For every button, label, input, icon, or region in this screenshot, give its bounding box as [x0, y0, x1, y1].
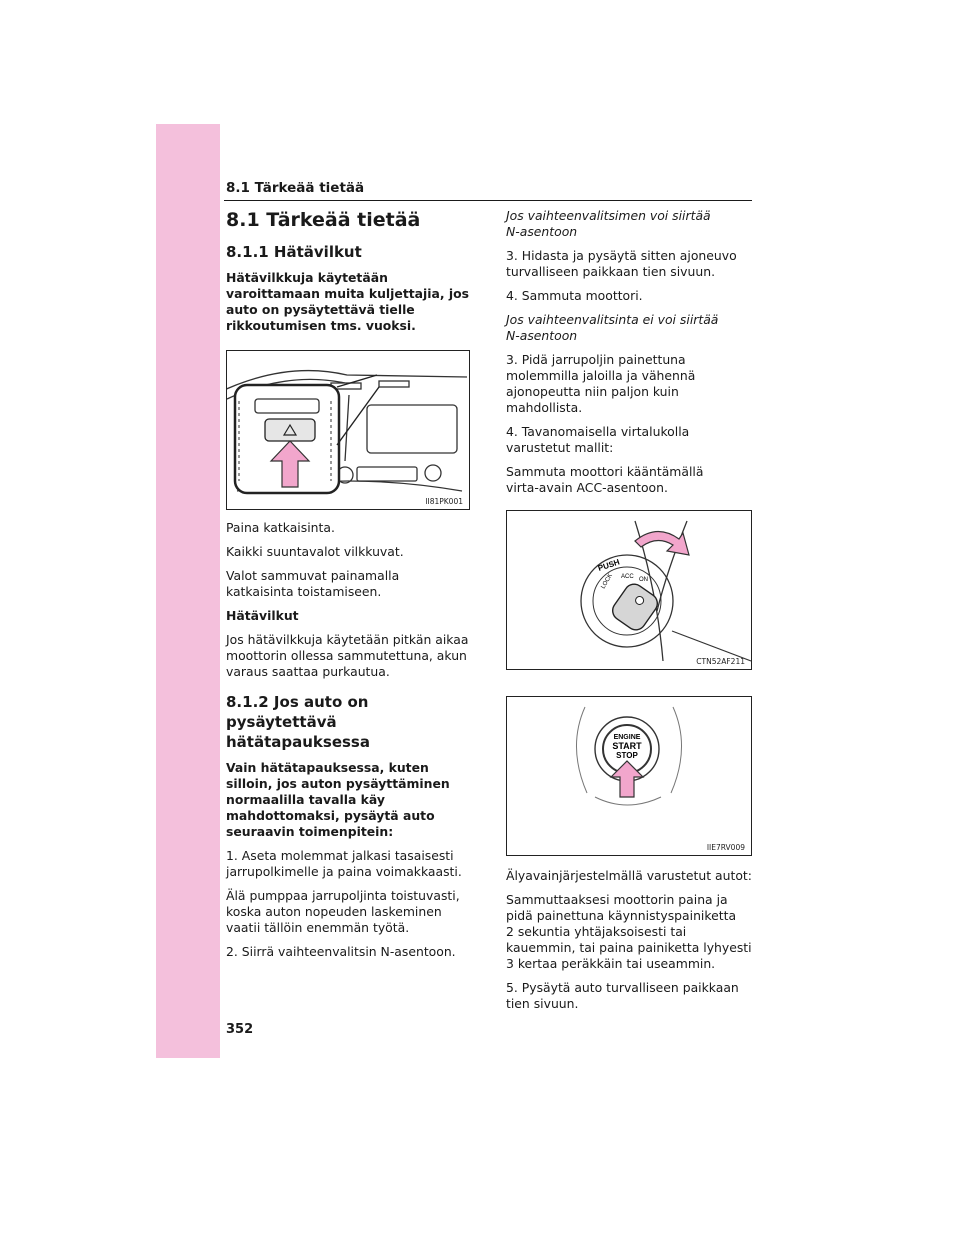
- section-header: 8.1 Tärkeää tietää: [226, 180, 365, 196]
- side-color-band: [156, 124, 220, 1058]
- stop-label: STOP: [616, 751, 638, 760]
- start-stop-figure: [506, 696, 752, 856]
- step-4-alt-detail: Sammuta moottori kääntämällä virta-avain ACC-asentoon.: [506, 464, 704, 495]
- engine-label: ENGINE: [613, 734, 641, 741]
- step-1: 1. Aseta molemmat jalkasi tasaisesti jarrupolkimelle ja paina voimakkaasti.: [226, 848, 462, 879]
- subsection-title-hazard: 8.1.1 Hätävilkut: [226, 243, 362, 261]
- step-5: 5. Pysäytä auto turvalliseen paikkaan tien sivuun.: [506, 980, 739, 1011]
- right-column: [506, 208, 752, 1020]
- start-stop-illustration: [507, 697, 751, 855]
- on-label: ON: [639, 577, 648, 583]
- subsection-title-emergency: 8.1.2 Jos auto on pysäytettävä hätätapauksessa: [226, 693, 370, 751]
- step-1-note: Älä pumppaa jarrupoljinta toistuvasti, koska auton nopeuden laskeminen vaatii tällöin enemmän työtä.: [226, 888, 460, 935]
- left-column: [226, 208, 470, 968]
- smart-key-text: Sammuttaaksesi moottorin paina ja pidä painettuna käynnistyspainiketta 2 sekuntia yhtäjaksoisesti tai kauemmin, tai paina painiketta lyhyesti 3 kertaa peräkkäin tai useammin.: [506, 892, 752, 971]
- figure-code: II81PK001: [425, 497, 463, 506]
- smart-key-title: Älyavainjärjestelmällä varustetut autot:: [506, 868, 752, 883]
- note-text: Jos hätävilkkuja käytetään pitkän aikaa moottorin ollessa sammutettuna, akun varaus saattaa purkautua.: [226, 632, 469, 679]
- ignition-key-figure: [506, 510, 752, 670]
- push-label: PUSH: [596, 557, 621, 573]
- figure-code: IIE7RV009: [706, 843, 745, 852]
- case-can-shift: Jos vaihteenvalitsimen voi siirtää N-asentoon: [506, 208, 711, 239]
- section-title: 8.1 Tärkeää tietää: [226, 209, 421, 231]
- ignition-illustration: [507, 511, 751, 669]
- figure-code: CTN52AF211: [696, 657, 745, 666]
- acc-label: ACC: [621, 574, 634, 580]
- start-label: START: [612, 741, 642, 751]
- dashboard-illustration: [227, 351, 469, 509]
- step-3: 3. Hidasta ja pysäytä sitten ajoneuvo turvalliseen paikkaan tien sivuun.: [506, 248, 737, 279]
- step-2: 2. Siirrä vaihteenvalitsin N-asentoon.: [226, 944, 456, 959]
- step-3-alt: 3. Pidä jarrupoljin painettuna molemmilla jaloilla ja vähennä ajonopeutta niin paljon kuin mahdollista.: [506, 352, 696, 415]
- emergency-intro: Vain hätätapauksessa, kuten silloin, jos auton pysäyttäminen normaalilla tavalla käy mahdottomaksi, pysäytä auto seuraavin toimenpitein:: [226, 760, 450, 839]
- hazard-switch-figure: [226, 350, 470, 510]
- step-4-alt: 4. Tavanomaisella virtalukolla varustetut mallit:: [506, 424, 690, 455]
- instruction-off: Valot sammuvat painamalla katkaisinta toistamiseen.: [226, 568, 400, 599]
- step-4: 4. Sammuta moottori.: [506, 288, 643, 303]
- hazard-intro: Hätävilkkuja käytetään varoittamaan muita kuljettajia, jos auto on pysäytettävä tielle rikkoutumisen tms. vuoksi.: [226, 270, 470, 333]
- instruction-press: Paina katkaisinta.: [226, 520, 335, 535]
- instruction-blink: Kaikki suuntavalot vilkkuvat.: [226, 544, 404, 559]
- page-number: 352: [226, 1022, 254, 1037]
- note-title: Hätävilkut: [226, 608, 299, 623]
- header-rule: [224, 200, 752, 201]
- lock-label: LOCK: [600, 572, 614, 590]
- case-cannot-shift: Jos vaihteenvalitsinta ei voi siirtää N-asentoon: [506, 312, 719, 343]
